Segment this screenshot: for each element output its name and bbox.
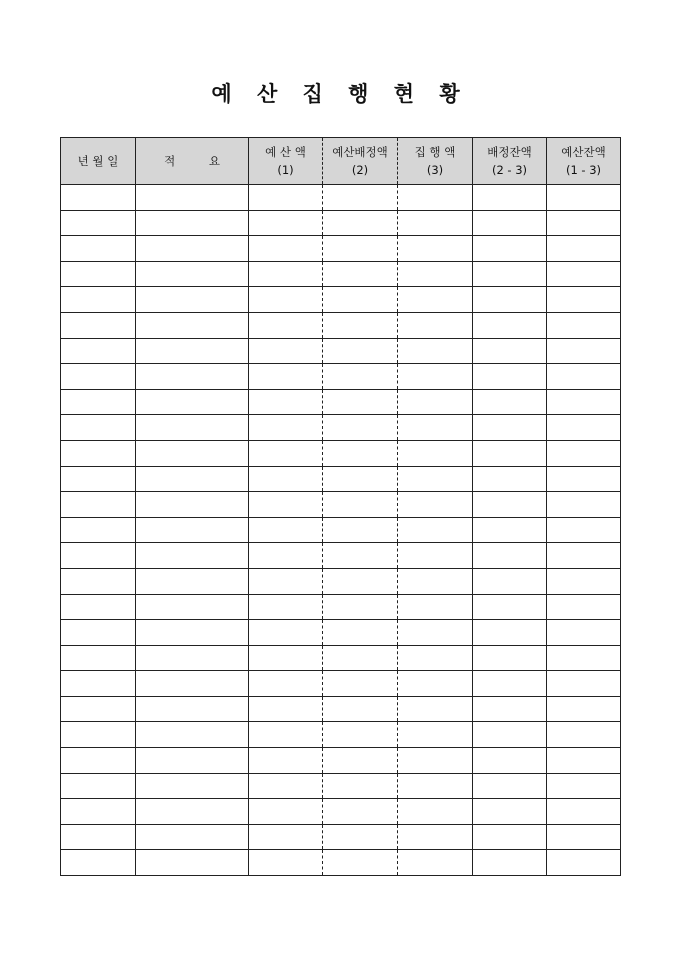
cell-description[interactable] [136, 210, 249, 236]
col-header-allocation-balance [473, 138, 547, 185]
cell-allocation-balance[interactable] [473, 543, 547, 569]
cell-allocated-amount[interactable] [323, 748, 398, 774]
table-row [61, 440, 621, 466]
cell-allocated-amount[interactable] [323, 799, 398, 825]
cell-allocation-balance[interactable] [473, 824, 547, 850]
cell-date[interactable] [61, 722, 136, 748]
table-row [61, 185, 621, 211]
cell-budget-amount[interactable] [249, 261, 323, 287]
cell-description[interactable] [136, 287, 249, 313]
col-header-budget-amount-label: 예 산 액 [265, 145, 306, 159]
cell-budget-balance[interactable] [547, 492, 621, 518]
cell-allocated-amount[interactable] [323, 594, 398, 620]
col-header-budget-balance [547, 138, 621, 185]
cell-executed-amount[interactable] [398, 799, 473, 825]
cell-date[interactable] [61, 773, 136, 799]
cell-allocated-amount[interactable] [323, 338, 398, 364]
cell-budget-amount[interactable] [249, 799, 323, 825]
table-row [61, 645, 621, 671]
cell-allocation-balance[interactable] [473, 696, 547, 722]
col-header-allocated-amount [323, 138, 398, 185]
cell-budget-amount[interactable] [249, 594, 323, 620]
cell-date[interactable] [61, 671, 136, 697]
cell-budget-amount[interactable] [249, 696, 323, 722]
table-row [61, 620, 621, 646]
cell-budget-balance[interactable] [547, 620, 621, 646]
cell-description[interactable] [136, 466, 249, 492]
cell-description[interactable] [136, 364, 249, 390]
cell-budget-amount[interactable] [249, 568, 323, 594]
cell-description[interactable] [136, 620, 249, 646]
cell-budget-balance[interactable] [547, 543, 621, 569]
cell-date[interactable] [61, 594, 136, 620]
cell-description[interactable] [136, 415, 249, 441]
cell-date[interactable] [61, 645, 136, 671]
cell-date[interactable] [61, 440, 136, 466]
cell-budget-balance[interactable] [547, 594, 621, 620]
cell-executed-amount[interactable] [398, 824, 473, 850]
cell-budget-amount[interactable] [249, 415, 323, 441]
cell-allocated-amount[interactable] [323, 261, 398, 287]
cell-allocated-amount[interactable] [323, 185, 398, 211]
cell-budget-balance[interactable] [547, 440, 621, 466]
cell-budget-amount[interactable] [249, 210, 323, 236]
cell-allocation-balance[interactable] [473, 645, 547, 671]
cell-budget-balance[interactable] [547, 364, 621, 390]
cell-executed-amount[interactable] [398, 696, 473, 722]
cell-date[interactable] [61, 620, 136, 646]
cell-budget-balance[interactable] [547, 696, 621, 722]
cell-budget-amount[interactable] [249, 722, 323, 748]
cell-allocation-balance[interactable] [473, 799, 547, 825]
cell-executed-amount[interactable] [398, 517, 473, 543]
header-row [61, 138, 621, 185]
cell-allocation-balance[interactable] [473, 287, 547, 313]
cell-description[interactable] [136, 517, 249, 543]
cell-allocated-amount[interactable] [323, 389, 398, 415]
col-header-allocated-amount-index: (2) [351, 163, 369, 177]
cell-allocation-balance[interactable] [473, 312, 547, 338]
cell-allocation-balance[interactable] [473, 748, 547, 774]
cell-allocation-balance[interactable] [473, 261, 547, 287]
cell-date[interactable] [61, 517, 136, 543]
col-header-executed-amount [398, 138, 473, 185]
cell-budget-amount[interactable] [249, 773, 323, 799]
table-body [61, 185, 621, 876]
cell-description[interactable] [136, 748, 249, 774]
col-header-allocated-amount-label: 예산배정액 [332, 145, 388, 159]
cell-budget-amount[interactable] [249, 312, 323, 338]
cell-allocated-amount[interactable] [323, 492, 398, 518]
cell-date[interactable] [61, 415, 136, 441]
cell-executed-amount[interactable] [398, 415, 473, 441]
cell-date[interactable] [61, 261, 136, 287]
cell-budget-amount[interactable] [249, 543, 323, 569]
cell-allocation-balance[interactable] [473, 568, 547, 594]
col-header-executed-amount-label: 집 행 액 [414, 145, 456, 159]
cell-date[interactable] [61, 287, 136, 313]
cell-allocated-amount[interactable] [323, 210, 398, 236]
cell-budget-balance[interactable] [547, 748, 621, 774]
cell-allocation-balance[interactable] [473, 440, 547, 466]
col-header-budget-amount-index: (1) [277, 163, 294, 177]
cell-description[interactable] [136, 799, 249, 825]
cell-allocation-balance[interactable] [473, 466, 547, 492]
cell-allocated-amount[interactable] [323, 568, 398, 594]
cell-budget-amount[interactable] [249, 185, 323, 211]
col-header-allocation-balance-label: 배정잔액 [487, 145, 532, 159]
cell-allocated-amount[interactable] [323, 645, 398, 671]
cell-date[interactable] [61, 492, 136, 518]
cell-date[interactable] [61, 696, 136, 722]
col-header-description-label: 적 요 [164, 154, 220, 168]
cell-allocated-amount[interactable] [323, 466, 398, 492]
cell-description[interactable] [136, 850, 249, 876]
cell-description[interactable] [136, 236, 249, 262]
cell-budget-balance[interactable] [547, 568, 621, 594]
cell-description[interactable] [136, 543, 249, 569]
cell-date[interactable] [61, 236, 136, 262]
cell-description[interactable] [136, 671, 249, 697]
cell-budget-amount[interactable] [249, 748, 323, 774]
cell-allocated-amount[interactable] [323, 824, 398, 850]
cell-executed-amount[interactable] [398, 210, 473, 236]
cell-executed-amount[interactable] [398, 389, 473, 415]
cell-allocated-amount[interactable] [323, 671, 398, 697]
cell-budget-amount[interactable] [249, 389, 323, 415]
table-row [61, 261, 621, 287]
cell-allocated-amount[interactable] [323, 517, 398, 543]
cell-executed-amount[interactable] [398, 364, 473, 390]
cell-allocation-balance[interactable] [473, 185, 547, 211]
cell-allocated-amount[interactable] [323, 696, 398, 722]
col-header-executed-amount-index: (3) [426, 163, 444, 177]
cell-description[interactable] [136, 261, 249, 287]
cell-budget-balance[interactable] [547, 236, 621, 262]
cell-allocation-balance[interactable] [473, 389, 547, 415]
cell-allocation-balance[interactable] [473, 773, 547, 799]
cell-description[interactable] [136, 389, 249, 415]
cell-budget-balance[interactable] [547, 261, 621, 287]
cell-executed-amount[interactable] [398, 236, 473, 262]
col-header-budget-balance-formula: (1 - 3) [565, 163, 602, 177]
table-row [61, 824, 621, 850]
table-row [61, 568, 621, 594]
cell-budget-balance[interactable] [547, 389, 621, 415]
cell-description[interactable] [136, 338, 249, 364]
cell-date[interactable] [61, 185, 136, 211]
cell-budget-balance[interactable] [547, 287, 621, 313]
cell-allocation-balance[interactable] [473, 338, 547, 364]
cell-allocated-amount[interactable] [323, 236, 398, 262]
cell-executed-amount[interactable] [398, 568, 473, 594]
table-row [61, 210, 621, 236]
table-row [61, 696, 621, 722]
cell-description[interactable] [136, 492, 249, 518]
cell-executed-amount[interactable] [398, 748, 473, 774]
cell-date[interactable] [61, 824, 136, 850]
table-row [61, 773, 621, 799]
cell-budget-balance[interactable] [547, 415, 621, 441]
cell-allocated-amount[interactable] [323, 440, 398, 466]
cell-budget-amount[interactable] [249, 850, 323, 876]
cell-allocation-balance[interactable] [473, 492, 547, 518]
cell-date[interactable] [61, 389, 136, 415]
cell-date[interactable] [61, 799, 136, 825]
cell-budget-amount[interactable] [249, 824, 323, 850]
table-row [61, 799, 621, 825]
cell-budget-amount[interactable] [249, 466, 323, 492]
cell-description[interactable] [136, 185, 249, 211]
cell-description[interactable] [136, 696, 249, 722]
cell-budget-balance[interactable] [547, 312, 621, 338]
cell-allocated-amount[interactable] [323, 850, 398, 876]
cell-allocation-balance[interactable] [473, 517, 547, 543]
cell-budget-balance[interactable] [547, 210, 621, 236]
cell-budget-amount[interactable] [249, 620, 323, 646]
cell-executed-amount[interactable] [398, 722, 473, 748]
table-row [61, 338, 621, 364]
cell-executed-amount[interactable] [398, 338, 473, 364]
cell-budget-amount[interactable] [249, 364, 323, 390]
table-row [61, 236, 621, 262]
cell-budget-balance[interactable] [547, 185, 621, 211]
cell-executed-amount[interactable] [398, 620, 473, 646]
cell-description[interactable] [136, 824, 249, 850]
cell-executed-amount[interactable] [398, 185, 473, 211]
col-header-date [61, 138, 136, 185]
table-row [61, 748, 621, 774]
cell-executed-amount[interactable] [398, 773, 473, 799]
cell-date[interactable] [61, 850, 136, 876]
document-title: 예 산 집 행 현 황 [211, 81, 469, 106]
cell-executed-amount[interactable] [398, 543, 473, 569]
cell-description[interactable] [136, 440, 249, 466]
cell-allocation-balance[interactable] [473, 722, 547, 748]
cell-date[interactable] [61, 364, 136, 390]
cell-allocated-amount[interactable] [323, 364, 398, 390]
cell-date[interactable] [61, 338, 136, 364]
cell-budget-amount[interactable] [249, 236, 323, 262]
cell-budget-amount[interactable] [249, 338, 323, 364]
col-header-budget-amount [249, 138, 323, 185]
cell-date[interactable] [61, 210, 136, 236]
cell-budget-amount[interactable] [249, 645, 323, 671]
cell-budget-balance[interactable] [547, 517, 621, 543]
table-row [61, 594, 621, 620]
budget-execution-table [60, 137, 621, 876]
table-row [61, 492, 621, 518]
cell-date[interactable] [61, 543, 136, 569]
cell-budget-balance[interactable] [547, 722, 621, 748]
cell-budget-balance[interactable] [547, 338, 621, 364]
cell-executed-amount[interactable] [398, 492, 473, 518]
cell-allocation-balance[interactable] [473, 364, 547, 390]
table-row [61, 364, 621, 390]
col-header-allocation-balance-formula: (2 - 3) [491, 163, 528, 177]
table-row [61, 415, 621, 441]
cell-executed-amount[interactable] [398, 312, 473, 338]
col-header-description [136, 138, 249, 185]
cell-allocated-amount[interactable] [323, 773, 398, 799]
cell-description[interactable] [136, 594, 249, 620]
cell-allocated-amount[interactable] [323, 543, 398, 569]
cell-executed-amount[interactable] [398, 440, 473, 466]
cell-executed-amount[interactable] [398, 594, 473, 620]
cell-allocation-balance[interactable] [473, 210, 547, 236]
table-row [61, 722, 621, 748]
table-row [61, 312, 621, 338]
cell-allocation-balance[interactable] [473, 620, 547, 646]
cell-allocated-amount[interactable] [323, 722, 398, 748]
cell-budget-balance[interactable] [547, 850, 621, 876]
cell-description[interactable] [136, 568, 249, 594]
cell-date[interactable] [61, 568, 136, 594]
cell-description[interactable] [136, 645, 249, 671]
table-row [61, 517, 621, 543]
cell-budget-balance[interactable] [547, 671, 621, 697]
table-row [61, 850, 621, 876]
cell-budget-balance[interactable] [547, 773, 621, 799]
col-header-date-label: 년 월 일 [77, 154, 119, 168]
cell-budget-amount[interactable] [249, 492, 323, 518]
cell-executed-amount[interactable] [398, 466, 473, 492]
cell-executed-amount[interactable] [398, 671, 473, 697]
cell-allocation-balance[interactable] [473, 850, 547, 876]
cell-allocation-balance[interactable] [473, 671, 547, 697]
cell-budget-amount[interactable] [249, 440, 323, 466]
cell-executed-amount[interactable] [398, 287, 473, 313]
cell-budget-balance[interactable] [547, 799, 621, 825]
col-header-budget-balance-label: 예산잔액 [561, 145, 606, 159]
table-row [61, 287, 621, 313]
cell-budget-balance[interactable] [547, 645, 621, 671]
cell-budget-amount[interactable] [249, 671, 323, 697]
cell-allocated-amount[interactable] [323, 415, 398, 441]
table-row [61, 466, 621, 492]
cell-allocated-amount[interactable] [323, 287, 398, 313]
cell-allocation-balance[interactable] [473, 415, 547, 441]
cell-allocated-amount[interactable] [323, 620, 398, 646]
cell-description[interactable] [136, 722, 249, 748]
cell-executed-amount[interactable] [398, 850, 473, 876]
table-row [61, 671, 621, 697]
table-row [61, 543, 621, 569]
cell-date[interactable] [61, 748, 136, 774]
cell-budget-balance[interactable] [547, 824, 621, 850]
cell-allocated-amount[interactable] [323, 312, 398, 338]
cell-description[interactable] [136, 312, 249, 338]
cell-executed-amount[interactable] [398, 261, 473, 287]
table-row [61, 389, 621, 415]
cell-allocation-balance[interactable] [473, 594, 547, 620]
cell-description[interactable] [136, 773, 249, 799]
cell-date[interactable] [61, 312, 136, 338]
cell-executed-amount[interactable] [398, 645, 473, 671]
cell-budget-amount[interactable] [249, 287, 323, 313]
cell-budget-balance[interactable] [547, 466, 621, 492]
cell-allocation-balance[interactable] [473, 236, 547, 262]
cell-budget-amount[interactable] [249, 517, 323, 543]
cell-date[interactable] [61, 466, 136, 492]
